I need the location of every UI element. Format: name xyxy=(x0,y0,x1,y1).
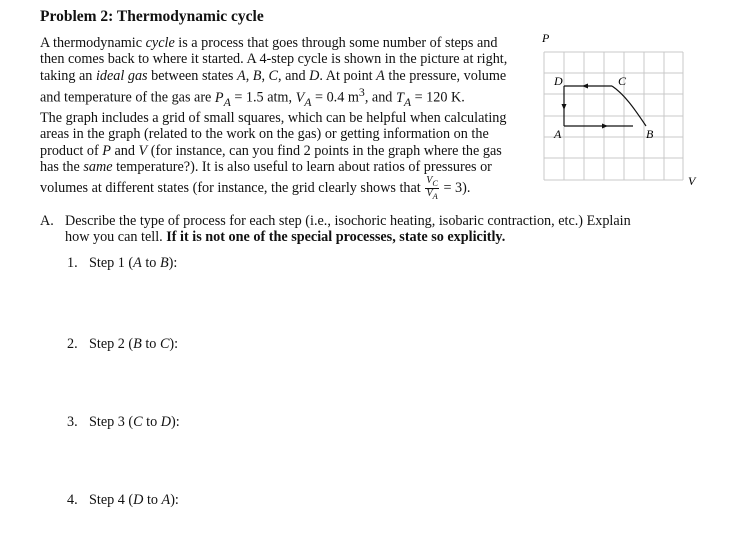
intro-line: A thermodynamic cycle is a process that goes through some number of steps and xyxy=(40,35,498,51)
pv-diagram xyxy=(532,28,702,188)
step-number: 1. xyxy=(67,255,78,271)
grid xyxy=(544,52,683,180)
step-number: 2. xyxy=(67,336,78,352)
arrow-right-icon xyxy=(602,124,608,129)
intro-line: taking an ideal gas between states A, B, C, and D. At point A the pressure, volume xyxy=(40,67,507,84)
part-a-label: A. xyxy=(40,213,54,229)
point-label-a: A xyxy=(554,127,562,141)
step-text: Step 2 (B to C): xyxy=(89,336,179,352)
arrow-down-icon xyxy=(562,104,567,110)
arrow-left-icon xyxy=(582,84,588,89)
grid-line: product of P and V (for instance, can you find 2 points in the graph where the gas xyxy=(40,142,502,159)
cycle-path xyxy=(564,86,646,126)
axis-label-v: V xyxy=(688,174,696,188)
step-2-prompt xyxy=(67,336,178,353)
step-3-prompt xyxy=(67,414,180,431)
path-b-to-c xyxy=(612,86,646,126)
intro-line: and temperature of the gas are $P_A = 1.5$ atm, $V_A = 0.4$ $m^3$, and $T_A = 120$ K. xyxy=(40,85,465,109)
step-4-prompt xyxy=(67,492,179,509)
step-text: Step 3 (C to D): xyxy=(89,414,180,430)
axis-label-p: P xyxy=(542,31,550,45)
part-a-question xyxy=(40,213,631,246)
grid-line: volumes at different states (for instance, the grid clearly shows that $\frac{V_C}{V_A}$ = 3). xyxy=(40,174,471,201)
step-text: Step 1 (A to B): xyxy=(89,255,178,271)
grid-line: The graph includes a grid of small squares, which can be helpful when calculating xyxy=(40,110,507,126)
part-a-line: how you can tell. If it is not one of the special processes, state so explicitly. xyxy=(65,229,506,246)
step-1-prompt xyxy=(67,255,177,272)
point-label-d: D xyxy=(554,74,563,88)
direction-arrows xyxy=(562,84,609,129)
step-text: Step 4 (D to A): xyxy=(89,492,179,508)
grid-line: areas in the graph (related to the work on the gas) or getting information on the xyxy=(40,126,489,143)
grid-paragraph xyxy=(40,110,506,201)
point-label-c: C xyxy=(618,74,627,88)
grid-line: has the same temperature?). It is also useful to learn about ratios of pressures or xyxy=(40,159,492,176)
intro-paragraph xyxy=(40,35,507,110)
part-a-line: Describe the type of process for each step (i.e., isochoric heating, isobaric contraction, etc.) Explain xyxy=(65,213,631,229)
intro-line: then comes back to where it started. A 4-step cycle is shown in the picture at right, xyxy=(40,51,508,68)
point-label-b: B xyxy=(646,127,654,141)
step-number: 4. xyxy=(67,492,78,508)
step-number: 3. xyxy=(67,414,78,430)
problem-title: Problem 2: Thermodynamic cycle xyxy=(40,8,264,25)
